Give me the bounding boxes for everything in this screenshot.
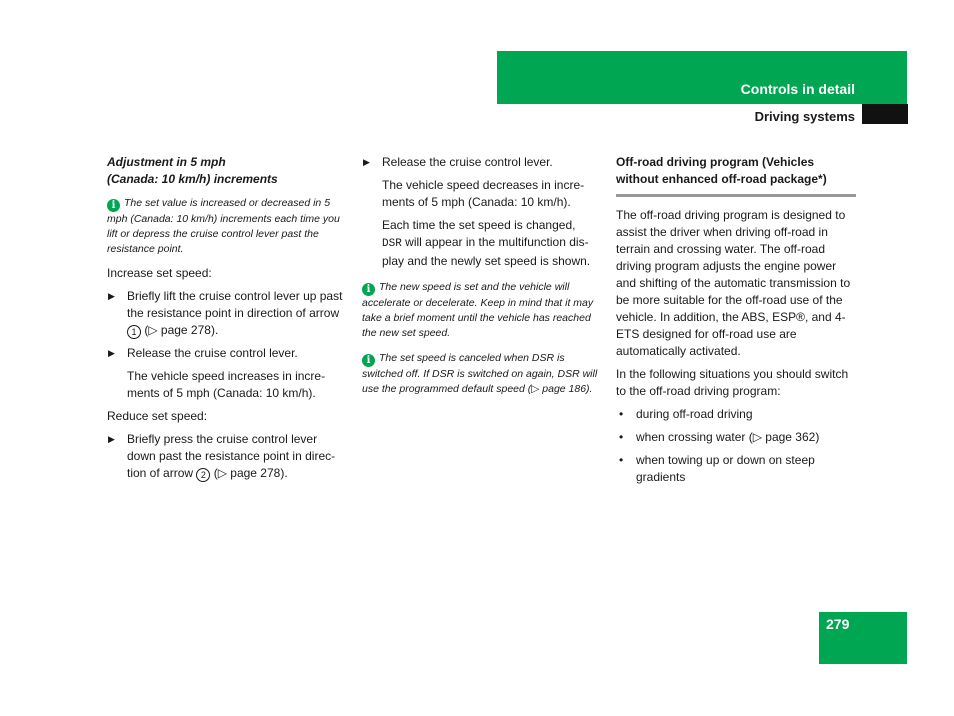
info-note-text: The set value is increased or decreased in 5 mph (Canada: 10 km/h) increments each time you lift or depress the cruise control lever past the resistance point. bbox=[107, 197, 340, 255]
step-result: The vehicle speed decreases in incre-ments of 5 mph (Canada: 10 km/h). bbox=[382, 178, 585, 209]
page-reference-link[interactable]: (▷ page 278). bbox=[213, 466, 288, 480]
info-icon: i bbox=[362, 283, 375, 296]
column-1 bbox=[107, 154, 347, 488]
section-tab-marker bbox=[862, 104, 908, 124]
reduce-label: Reduce set speed: bbox=[107, 409, 208, 423]
step-item bbox=[107, 288, 347, 339]
list-item-text: when crossing water (▷ page 362) bbox=[636, 430, 820, 444]
step-result bbox=[362, 217, 605, 270]
info-note-text: The set speed is canceled when DSR is switched off. If DSR is switched on again, DSR will use the programmed default speed (▷ page 186). bbox=[362, 352, 598, 395]
arrow-number-badge: 1 bbox=[127, 325, 141, 339]
subsection-title: Driving systems bbox=[754, 109, 855, 124]
bullet-dot: • bbox=[619, 407, 624, 421]
step-item bbox=[107, 345, 347, 362]
triangle-right-icon: ▶ bbox=[108, 348, 115, 358]
bullet-dot: • bbox=[619, 430, 624, 444]
info-note-text: The new speed is set and the vehicle will accelerate or decelerate. Keep in mind that it may take a brief moment until the vehicle has reached the new set speed. bbox=[362, 281, 594, 339]
list-item bbox=[616, 452, 856, 486]
list-item-text: during off-road driving bbox=[636, 407, 753, 421]
step-text: Release the cruise control lever. bbox=[127, 346, 298, 360]
section-title: Controls in detail bbox=[740, 81, 855, 97]
body-paragraph: In the following situations you should switch to the off-road driving program: bbox=[616, 367, 849, 398]
arrow-number-badge: 2 bbox=[196, 468, 210, 482]
triangle-right-icon: ▶ bbox=[108, 434, 115, 444]
step-result-text: will appear in the multifunction dis-play and the newly set speed is shown. bbox=[382, 235, 591, 268]
step-text: Briefly lift the cruise control lever up past the resistance point in direction of arrow bbox=[127, 289, 343, 320]
info-icon: i bbox=[362, 354, 375, 367]
column-3 bbox=[616, 154, 856, 492]
list-item bbox=[616, 429, 856, 446]
subheading bbox=[107, 154, 347, 188]
step-result-text: Each time the set speed is changed, bbox=[382, 218, 576, 232]
info-note bbox=[362, 280, 605, 341]
step-text: Briefly press the cruise control lever down past the resistance point in direc-tion of arrow bbox=[127, 432, 336, 480]
info-note bbox=[107, 196, 347, 257]
info-note bbox=[362, 351, 605, 397]
page-reference-link[interactable]: (▷ page 278). bbox=[144, 323, 219, 337]
step-text: Release the cruise control lever. bbox=[382, 155, 553, 169]
info-icon: i bbox=[107, 199, 120, 212]
list-item-text: when towing up or down on steep gradients bbox=[636, 453, 815, 484]
step-item bbox=[362, 154, 605, 171]
column-2 bbox=[362, 154, 605, 405]
body-paragraph: The off-road driving program is designed to assist the driver when driving off-road in terrain and crossing water. The off-road driving program adjusts the engine power and shifting of the automatic transmission to be more suitable for the off-road use of the vehicle. In addition, the ABS, ESP®, and 4-ETS designed for off-road use are automatically activated. bbox=[616, 208, 851, 358]
section-heading: Off-road driving program (Vehicles without enhanced off-road package*) bbox=[616, 155, 827, 186]
subheading-line-1: Adjustment in 5 mph bbox=[107, 155, 226, 169]
bullet-dot: • bbox=[619, 453, 624, 467]
triangle-right-icon: ▶ bbox=[363, 157, 370, 167]
heading-divider bbox=[616, 194, 856, 197]
step-item bbox=[107, 431, 347, 482]
page-number: 279 bbox=[826, 616, 850, 632]
increase-label: Increase set speed: bbox=[107, 266, 212, 280]
list-item bbox=[616, 406, 856, 423]
triangle-right-icon: ▶ bbox=[108, 291, 115, 301]
subheading-line-2: (Canada: 10 km/h) increments bbox=[107, 172, 278, 186]
step-result: The vehicle speed increases in incre-ments of 5 mph (Canada: 10 km/h). bbox=[127, 369, 326, 400]
dsr-display-text: DSR bbox=[382, 238, 402, 250]
